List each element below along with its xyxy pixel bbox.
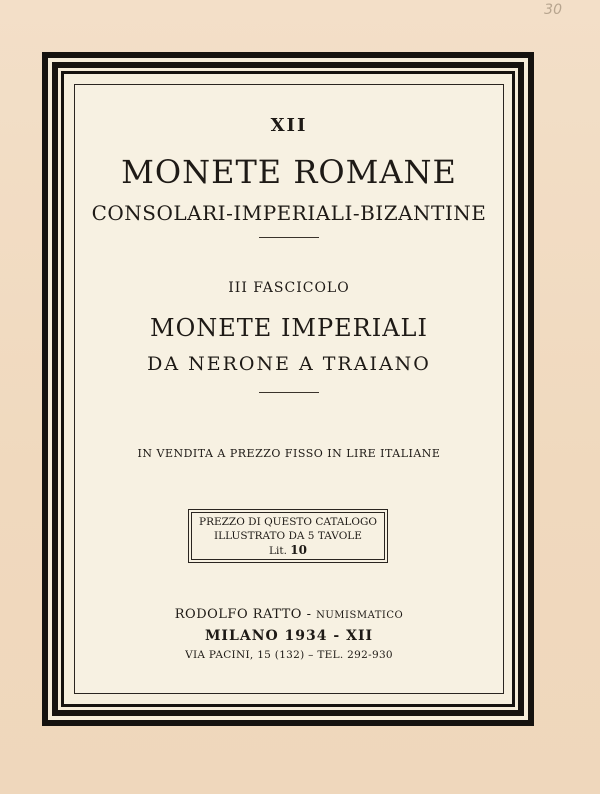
publisher-separator: - <box>301 607 317 622</box>
volume-number: XII <box>270 115 308 136</box>
cover-content <box>74 84 504 694</box>
publisher-line <box>75 607 503 622</box>
divider-rule <box>259 237 319 238</box>
fascicle-label: III FASCICOLO <box>228 280 350 296</box>
main-title: MONETE ROMANE <box>121 153 457 191</box>
price-line-1: PREZZO DI QUESTO CATALOGO <box>199 516 377 528</box>
publisher-role: NUMISMATICO <box>316 610 404 621</box>
subtitle: CONSOLARI-IMPERIALI-BIZANTINE <box>91 201 487 225</box>
publisher-name: RODOLFO RATTO <box>174 607 302 622</box>
handwritten-page-number: 30 <box>544 2 562 18</box>
publisher-address: VIA PACINI, 15 (132) – TEL. 292-930 <box>185 649 393 661</box>
city-date: MILANO 1934 - XII <box>204 628 374 644</box>
sale-note: IN VENDITA A PREZZO FISSO IN LIRE ITALIANE <box>137 447 441 460</box>
price-currency: Lit. <box>269 545 287 557</box>
section-title: MONETE IMPERIALI <box>150 314 428 342</box>
price-line-2: ILLUSTRATO DA 5 TAVOLE <box>214 530 362 542</box>
divider-rule <box>259 392 319 393</box>
price-amount-line <box>192 543 384 558</box>
price-box <box>191 512 385 560</box>
price-amount: 10 <box>290 543 307 557</box>
section-subtitle: DA NERONE A TRAIANO <box>147 353 431 375</box>
